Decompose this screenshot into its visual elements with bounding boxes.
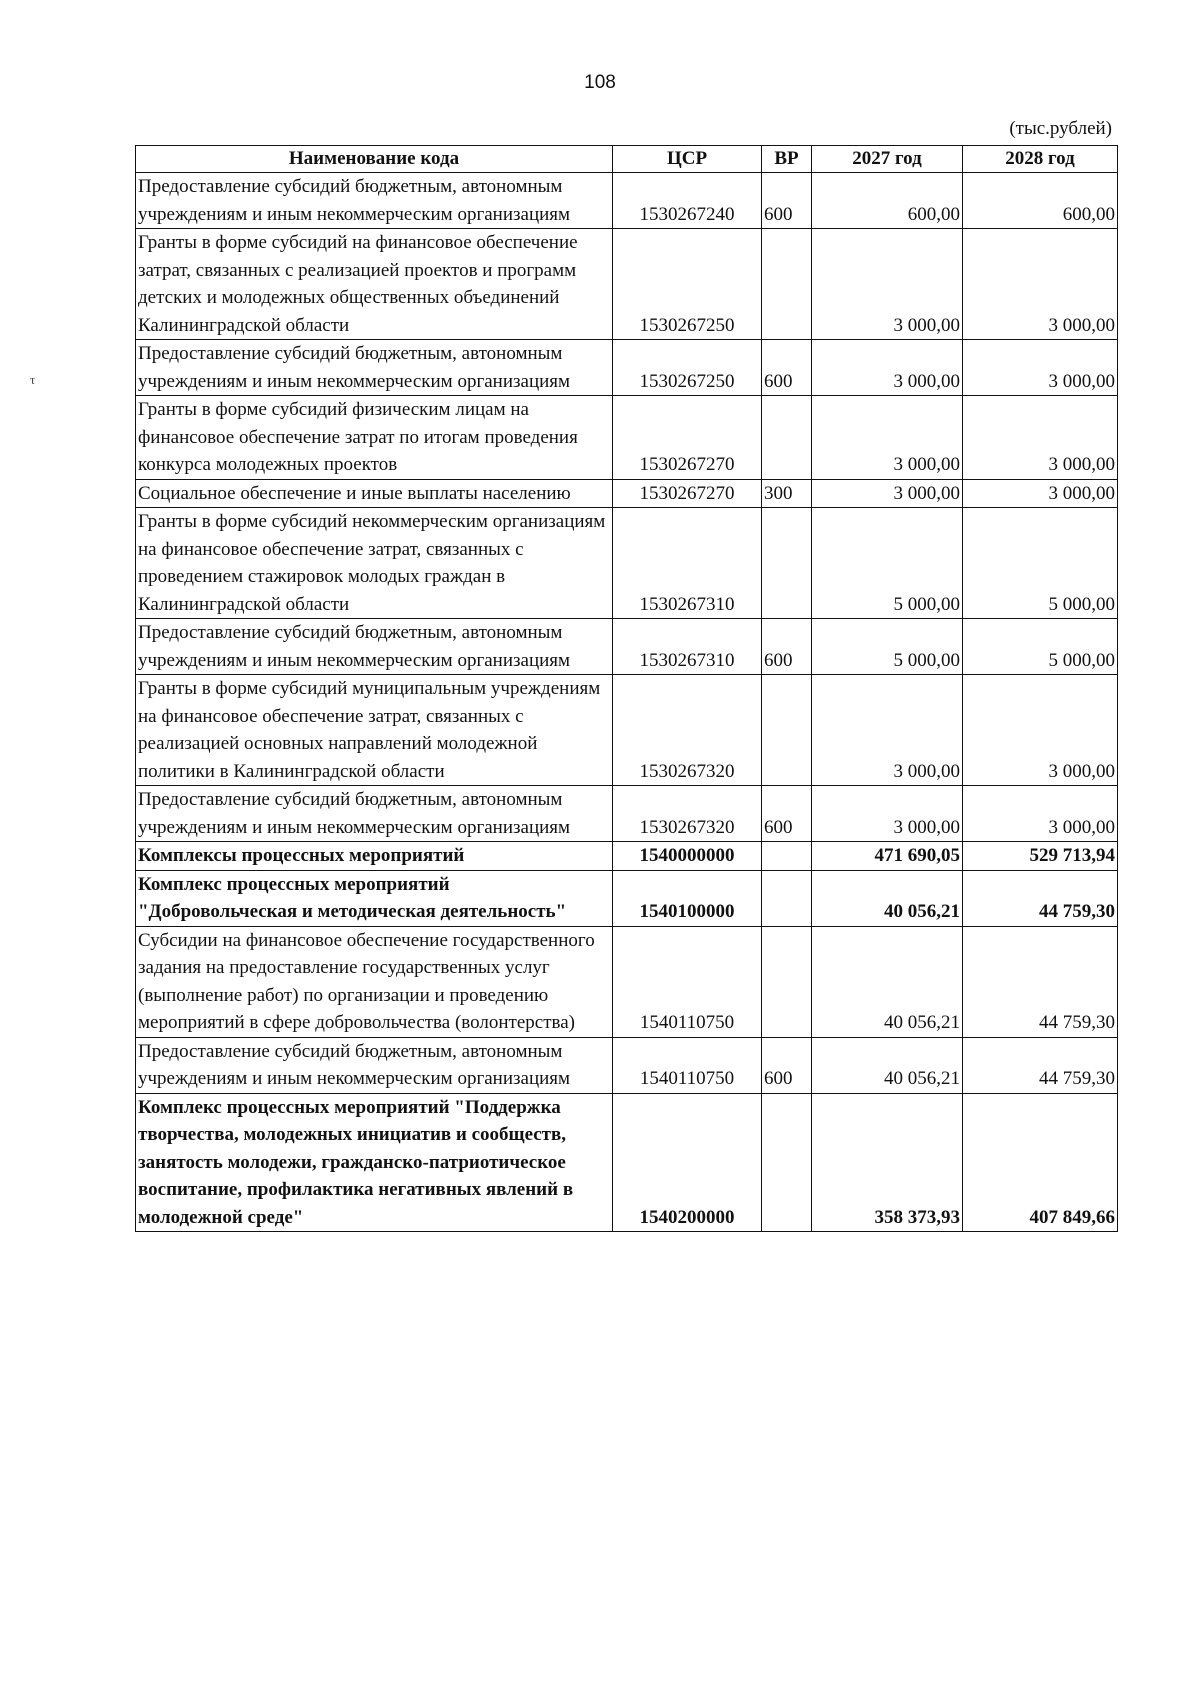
row-vr-cell: 300	[762, 479, 812, 508]
row-2028-cell: 600,00	[963, 173, 1118, 229]
table-row	[136, 786, 1118, 842]
table-row	[136, 340, 1118, 396]
row-vr-cell	[762, 675, 812, 786]
row-name-cell: Субсидии на финансовое обеспечение государственного задания на предоставление государственных услуг (выполнение работ) по организации и проведению мероприятий в сфере добровольчества (волонтерства)	[136, 926, 613, 1037]
row-vr-cell	[762, 842, 812, 871]
header-csr: ЦСР	[613, 146, 762, 173]
row-name-cell: Гранты в форме субсидий муниципальным учреждениям на финансовое обеспечение затрат, связанных с реализацией основных направлений молодежной политики в Калининградской области	[136, 675, 613, 786]
row-2027-cell: 358 373,93	[812, 1093, 963, 1232]
units-label: (тыс.рублей)	[1009, 118, 1112, 139]
header-2027: 2027 год	[812, 146, 963, 173]
row-2028-cell: 5 000,00	[963, 508, 1118, 619]
row-vr-cell: 600	[762, 340, 812, 396]
row-name-cell: Гранты в форме субсидий на финансовое обеспечение затрат, связанных с реализацией проектов и программ детских и молодежных общественных объединений Калининградской области	[136, 229, 613, 340]
row-csr-cell: 1530267310	[613, 508, 762, 619]
header-2028: 2028 год	[963, 146, 1118, 173]
table-row	[136, 396, 1118, 480]
row-csr-cell: 1540200000	[613, 1093, 762, 1232]
row-csr-cell: 1540100000	[613, 870, 762, 926]
row-2028-cell: 44 759,30	[963, 926, 1118, 1037]
header-vr: ВР	[762, 146, 812, 173]
table-row	[136, 508, 1118, 619]
table-row	[136, 926, 1118, 1037]
row-csr-cell: 1540000000	[613, 842, 762, 871]
row-2027-cell: 5 000,00	[812, 619, 963, 675]
row-vr-cell	[762, 229, 812, 340]
row-2027-cell: 3 000,00	[812, 479, 963, 508]
row-2028-cell: 3 000,00	[963, 675, 1118, 786]
row-name-cell: Предоставление субсидий бюджетным, автономным учреждениям и иным некоммерческим организациям	[136, 619, 613, 675]
row-2027-cell: 40 056,21	[812, 1037, 963, 1093]
header-name: Наименование кода	[136, 146, 613, 173]
table-row	[136, 479, 1118, 508]
row-vr-cell	[762, 508, 812, 619]
row-csr-cell: 1530267240	[613, 173, 762, 229]
row-2027-cell: 3 000,00	[812, 340, 963, 396]
budget-table	[135, 145, 1118, 1232]
table-row	[136, 173, 1118, 229]
row-2027-cell: 471 690,05	[812, 842, 963, 871]
table-row	[136, 675, 1118, 786]
table-row	[136, 229, 1118, 340]
row-2028-cell: 407 849,66	[963, 1093, 1118, 1232]
row-2028-cell: 3 000,00	[963, 479, 1118, 508]
row-2028-cell: 3 000,00	[963, 396, 1118, 480]
row-2028-cell: 529 713,94	[963, 842, 1118, 871]
row-name-cell: Предоставление субсидий бюджетным, автономным учреждениям и иным некоммерческим организациям	[136, 173, 613, 229]
row-2027-cell: 5 000,00	[812, 508, 963, 619]
row-name-cell: Предоставление субсидий бюджетным, автономным учреждениям и иным некоммерческим организациям	[136, 786, 613, 842]
row-name-cell: Социальное обеспечение и иные выплаты населению	[136, 479, 613, 508]
margin-mark: τ	[30, 372, 36, 387]
row-2027-cell: 40 056,21	[812, 870, 963, 926]
row-2028-cell: 44 759,30	[963, 870, 1118, 926]
table-row	[136, 619, 1118, 675]
row-csr-cell: 1530267310	[613, 619, 762, 675]
row-csr-cell: 1530267320	[613, 675, 762, 786]
row-csr-cell: 1530267250	[613, 340, 762, 396]
row-csr-cell: 1530267320	[613, 786, 762, 842]
row-2028-cell: 3 000,00	[963, 786, 1118, 842]
row-csr-cell: 1530267270	[613, 479, 762, 508]
row-2027-cell: 3 000,00	[812, 786, 963, 842]
row-2027-cell: 3 000,00	[812, 675, 963, 786]
row-2028-cell: 5 000,00	[963, 619, 1118, 675]
row-vr-cell: 600	[762, 619, 812, 675]
row-2028-cell: 3 000,00	[963, 229, 1118, 340]
row-vr-cell	[762, 1093, 812, 1232]
row-2027-cell: 600,00	[812, 173, 963, 229]
row-vr-cell	[762, 870, 812, 926]
row-2027-cell: 3 000,00	[812, 396, 963, 480]
row-vr-cell	[762, 396, 812, 480]
row-vr-cell: 600	[762, 173, 812, 229]
row-csr-cell: 1530267270	[613, 396, 762, 480]
row-2028-cell: 44 759,30	[963, 1037, 1118, 1093]
row-name-cell: Предоставление субсидий бюджетным, автономным учреждениям и иным некоммерческим организациям	[136, 340, 613, 396]
table-row	[136, 870, 1118, 926]
table-header-row	[136, 146, 1118, 173]
row-2027-cell: 3 000,00	[812, 229, 963, 340]
table-body	[136, 173, 1118, 1232]
row-name-cell: Комплексы процессных мероприятий	[136, 842, 613, 871]
row-csr-cell: 1540110750	[613, 926, 762, 1037]
row-2028-cell: 3 000,00	[963, 340, 1118, 396]
row-vr-cell: 600	[762, 1037, 812, 1093]
row-vr-cell: 600	[762, 786, 812, 842]
row-csr-cell: 1540110750	[613, 1037, 762, 1093]
table-row	[136, 1037, 1118, 1093]
row-2027-cell: 40 056,21	[812, 926, 963, 1037]
row-name-cell: Гранты в форме субсидий некоммерческим организациям на финансовое обеспечение затрат, связанных с проведением стажировок молодых граждан в Калининградской области	[136, 508, 613, 619]
row-name-cell: Комплекс процессных мероприятий "Поддержка творчества, молодежных инициатив и сообществ, занятость молодежи, гражданско-патриотическое воспитание, профилактика негативных явлений в молодежной среде"	[136, 1093, 613, 1232]
row-name-cell: Предоставление субсидий бюджетным, автономным учреждениям и иным некоммерческим организациям	[136, 1037, 613, 1093]
table-row	[136, 842, 1118, 871]
table-row	[136, 1093, 1118, 1232]
page-number: 108	[584, 72, 616, 93]
row-name-cell: Гранты в форме субсидий физическим лицам на финансовое обеспечение затрат по итогам проведения конкурса молодежных проектов	[136, 396, 613, 480]
row-csr-cell: 1530267250	[613, 229, 762, 340]
row-name-cell: Комплекс процессных мероприятий "Добровольческая и методическая деятельность"	[136, 870, 613, 926]
row-vr-cell	[762, 926, 812, 1037]
